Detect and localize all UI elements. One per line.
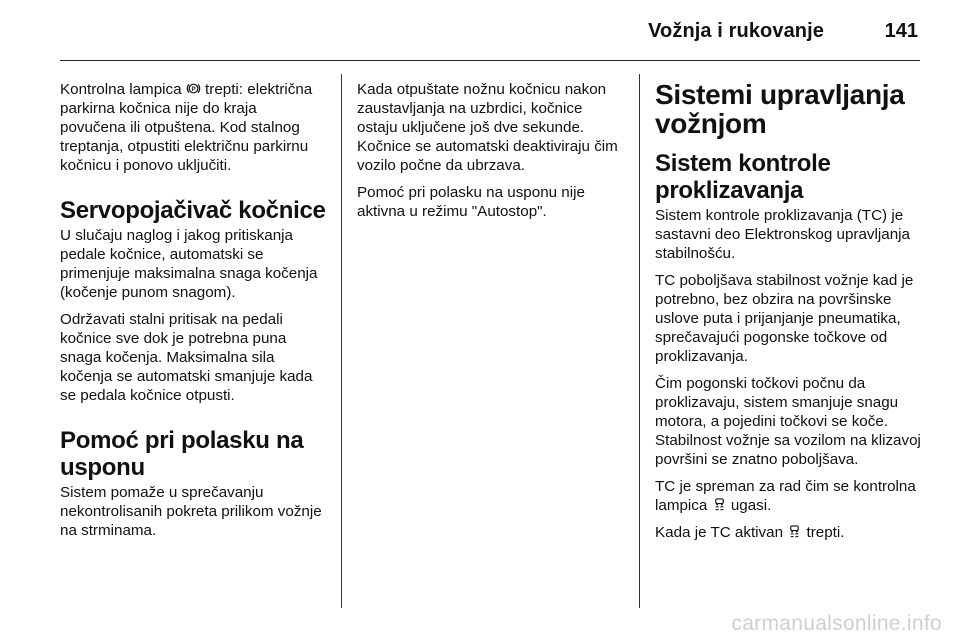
- column-divider: [639, 74, 640, 608]
- page-number: 141: [884, 20, 918, 42]
- paragraph-text: TC je spreman za rad čim se kontrolna lampica: [655, 478, 916, 514]
- parking-brake-warning-icon: [186, 81, 201, 96]
- traction-control-icon: [712, 497, 727, 512]
- column-1: [60, 80, 326, 548]
- paragraph: Održavati stalni pritisak na pedali kočnice sve dok je potrebna puna snaga kočenja. Maksimalna sila kočenja se automatski smanjuje kada se pedala kočnice otpusti.: [60, 311, 313, 404]
- page-header: [60, 0, 920, 61]
- paragraph-text: trepti: električna parkirna kočnica nije do kraja povučena ili otpuštena. Kod stalnog treptanja, otpustiti električnu parkirnu kočnicu i ponovo uključiti.: [60, 81, 313, 174]
- section-heading: Servopojačivač kočnice: [60, 197, 326, 224]
- paragraph: Sistem pomaže u sprečavanju nekontrolisanih pokreta prilikom vožnje na strminama.: [60, 484, 322, 539]
- paragraph: Pomoć pri polasku na usponu nije aktivna u režimu "Autostop".: [357, 184, 585, 220]
- chapter-heading: Sistemi upravljanja vožnjom: [655, 79, 905, 139]
- section-heading: Pomoć pri polasku na usponu: [60, 427, 304, 481]
- watermark: carmanualsonline.info: [731, 612, 942, 635]
- subsection-heading: Sistem kontrole proklizavanja: [655, 150, 831, 204]
- paragraph-text: Kontrolna lampica: [60, 81, 182, 98]
- paragraph: TC poboljšava stabilnost vožnje kad je potrebno, bez obzira na površinske uslove puta i prijanjanje pneumatika, sprečavajući pogonske točkove od proklizavanja.: [655, 272, 914, 365]
- traction-control-icon: [787, 524, 802, 539]
- column-2: [357, 80, 624, 229]
- paragraph-text: trepti.: [806, 524, 845, 541]
- paragraph: [655, 523, 923, 542]
- paragraph: Čim pogonski točkovi počnu da proklizavaju, sistem smanjuje snagu motora, a pojedini točkovi se koče. Stabilnost vožnje sa vozilom na klizavoj površini se znatno poboljšava.: [655, 375, 921, 468]
- paragraph: U slučaju naglog i jakog pritiskanja pedale kočnice, automatski se primenjuje maksimalna snaga kočenja (kočenje punom snagom).: [60, 227, 318, 301]
- paragraph: [60, 80, 326, 175]
- paragraph: [655, 477, 923, 515]
- paragraph-text: ugasi.: [730, 497, 772, 514]
- svg-text:P: P: [191, 85, 196, 93]
- paragraph: Sistem kontrole proklizavanja (TC) je sastavni deo Elektronskog upravljanja stabilnošću.: [655, 207, 910, 262]
- column-divider: [341, 74, 342, 608]
- column-3: [655, 80, 923, 550]
- paragraph-text: Kada je TC aktivan: [655, 524, 784, 541]
- running-title: Vožnja i rukovanje: [648, 20, 824, 42]
- paragraph: Kada otpuštate nožnu kočnicu nakon zaustavljanja na uzbrdici, kočnice ostaju uključene još dve sekunde. Kočnice se automatski deaktiviraju čim vozilo počne da ubrzava.: [357, 81, 618, 174]
